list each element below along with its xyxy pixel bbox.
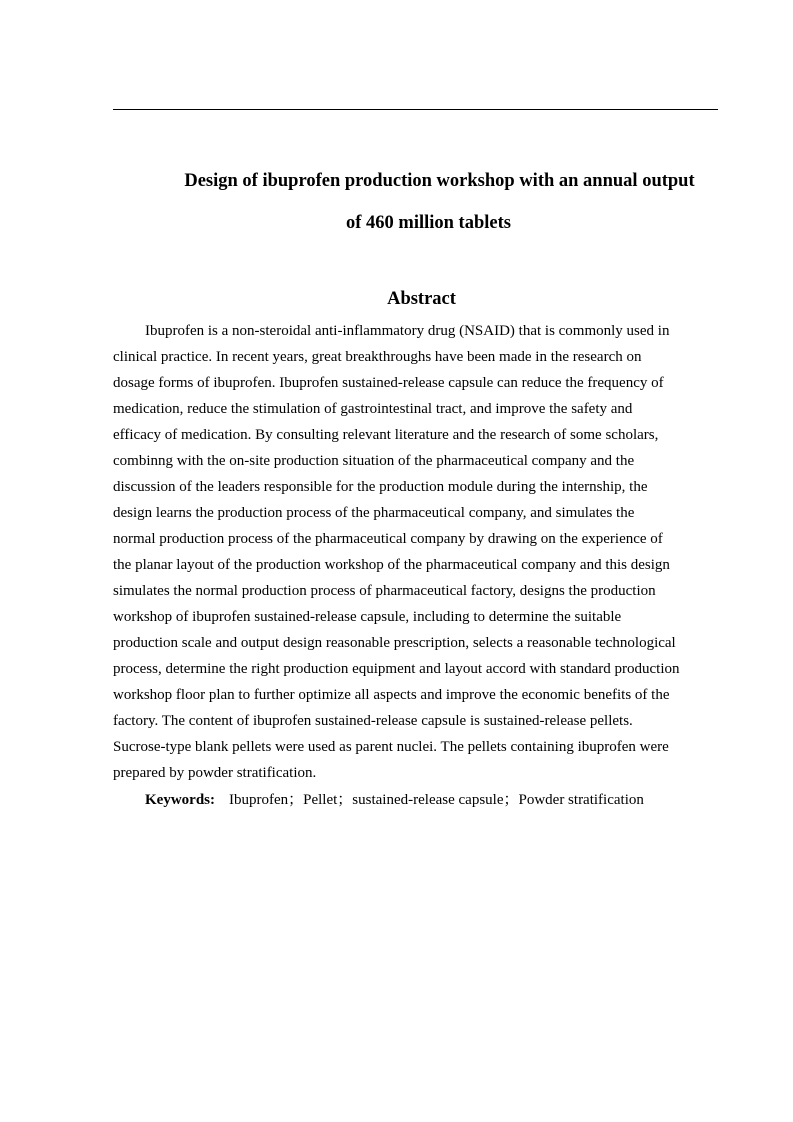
abstract-line: clinical practice. In recent years, great breakthroughs have been made in the research on (113, 349, 642, 365)
abstract-line: discussion of the leaders responsible for the production module during the internship, the (113, 479, 648, 495)
abstract-line: efficacy of medication. By consulting relevant literature and the research of some scholars, (113, 427, 659, 443)
title-line-1: Design of ibuprofen production workshop with an annual output (184, 171, 695, 191)
title-line-2: of 460 million tablets (346, 213, 511, 233)
paper-title (113, 160, 718, 244)
abstract-line: simulates the normal production process of pharmaceutical factory, designs the production (113, 583, 656, 599)
abstract-body (113, 318, 718, 786)
keywords (145, 787, 644, 813)
abstract-line: Ibuprofen is a non-steroidal anti-inflammatory drug (NSAID) that is commonly used in (145, 323, 670, 339)
abstract-line: Sucrose-type blank pellets were used as parent nuclei. The pellets containing ibuprofen were (113, 739, 669, 755)
abstract-line: medication, reduce the stimulation of gastrointestinal tract, and improve the safety and (113, 401, 633, 417)
abstract-line: production scale and output design reasonable prescription, selects a reasonable technological (113, 635, 676, 651)
keywords-label: Keywords: (145, 792, 215, 808)
abstract-heading: Abstract (387, 289, 456, 309)
abstract-line: normal production process of the pharmaceutical company by drawing on the experience of (113, 531, 663, 547)
abstract-line: dosage forms of ibuprofen. Ibuprofen sustained-release capsule can reduce the frequency of (113, 375, 664, 391)
keywords-value: Ibuprofen；Pellet；sustained-release capsule；Powder stratification (229, 792, 644, 808)
header-rule (113, 109, 718, 110)
abstract-line: prepared by powder stratification. (113, 765, 317, 781)
abstract-line: the planar layout of the production workshop of the pharmaceutical company and this design (113, 557, 670, 573)
abstract-line: design learns the production process of the pharmaceutical company, and simulates the (113, 505, 635, 521)
abstract-line: process, determine the right production equipment and layout accord with standard production (113, 661, 680, 677)
abstract-line: workshop of ibuprofen sustained-release capsule, including to determine the suitable (113, 609, 622, 625)
abstract-line: workshop floor plan to further optimize all aspects and improve the economic benefits of the (113, 687, 670, 703)
abstract-line: factory. The content of ibuprofen sustained-release capsule is sustained-release pellets. (113, 713, 633, 729)
abstract-line: combinng with the on-site production situation of the pharmaceutical company and the (113, 453, 635, 469)
